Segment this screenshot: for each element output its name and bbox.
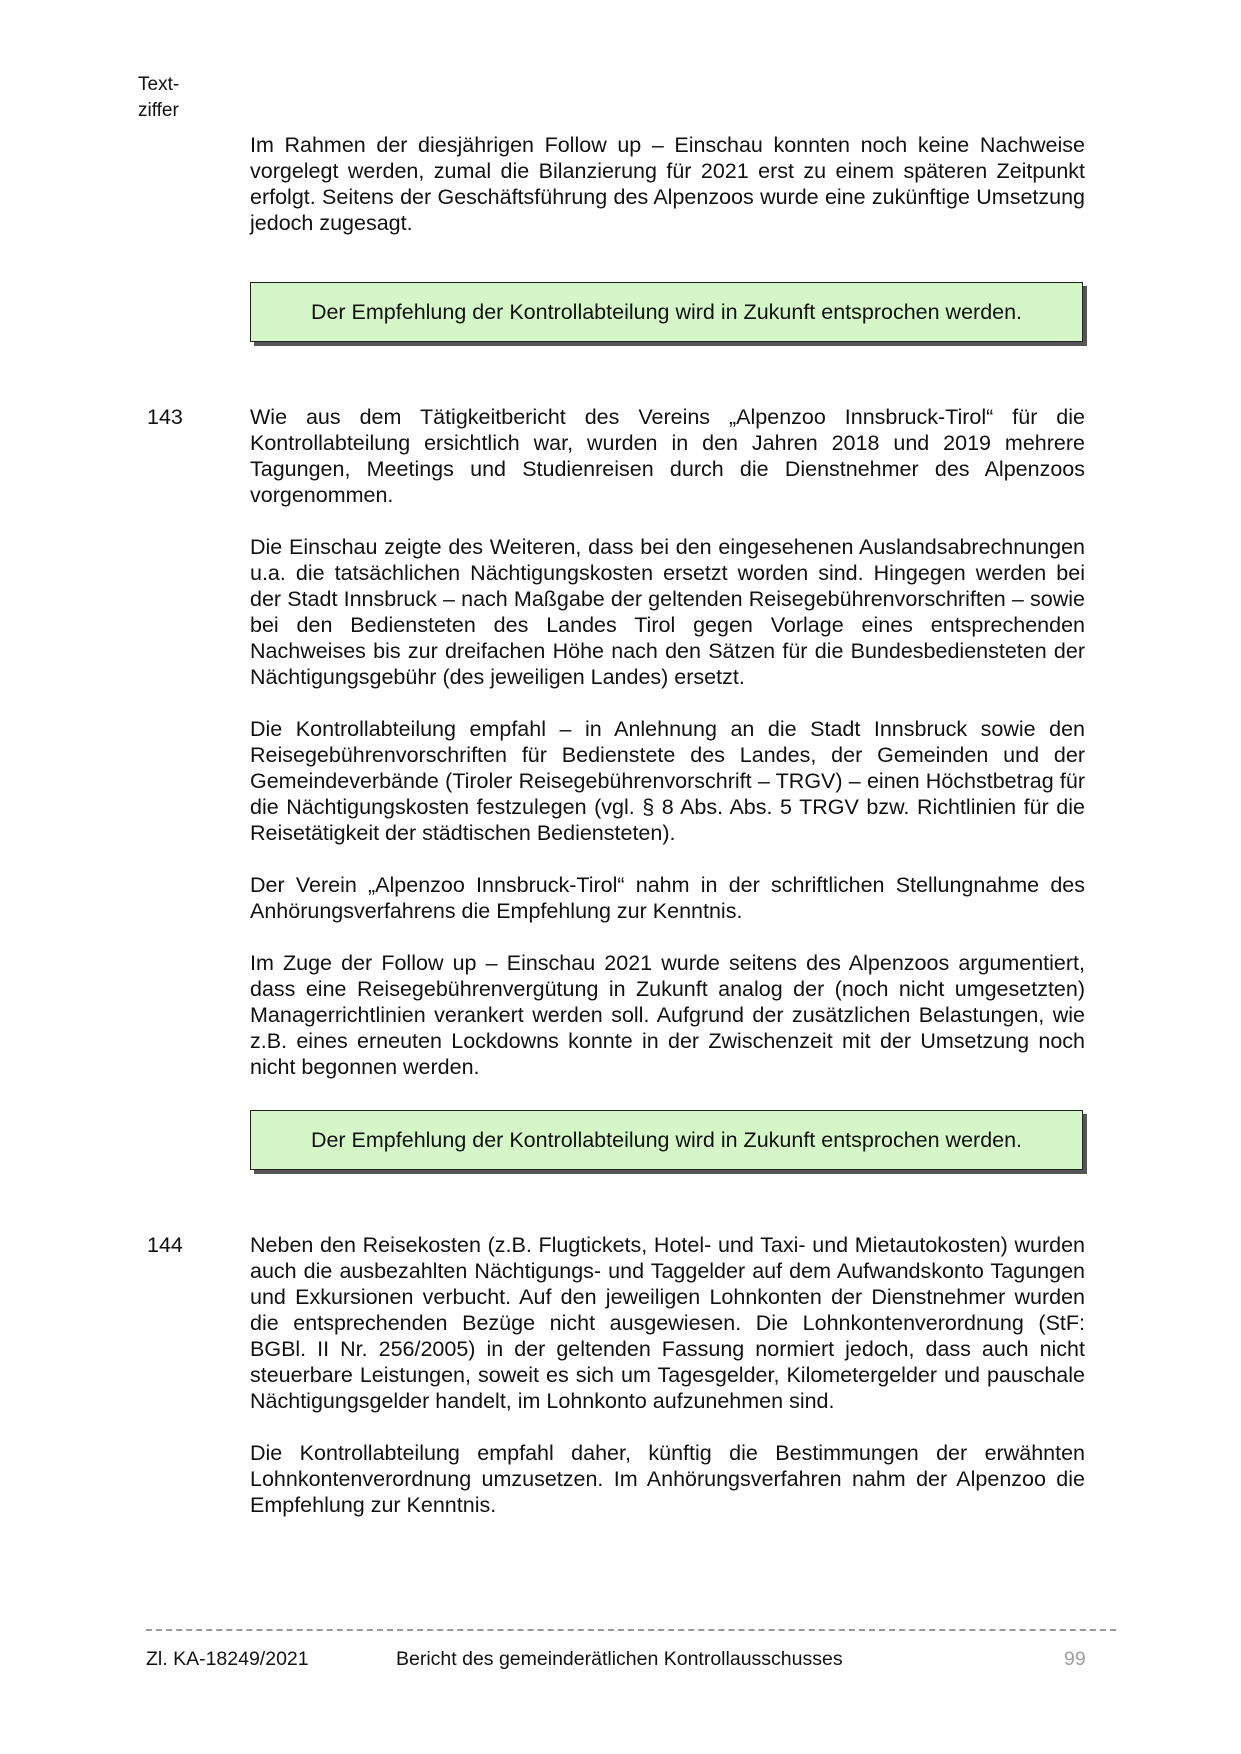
paragraph: Der Verein „Alpenzoo Innsbruck-Tirol“ nahm in der schriftlichen Stellungnahme des Anhörungsverfahrens die Empfehlung zur Kenntnis.	[250, 873, 1085, 923]
page-number: 99	[1064, 1648, 1086, 1670]
footer-reference: Zl. KA-18249/2021	[146, 1648, 309, 1670]
footer-title: Bericht des gemeinderätlichen Kontrollausschusses	[396, 1648, 843, 1670]
paragraph: Im Zuge der Follow up – Einschau 2021 wurde seitens des Alpenzoos argumentiert, dass eine Reisegebührenvergütung in Zukunft analog der (noch nicht umgesetzten) Managerrichtlinien verankert werden soll. Aufgrund der zusätzlichen Belastungen, wie z.B. eines erneuten Lockdowns konnte in der Zwischenzeit mit der Umsetzung noch nicht begonnen werden.	[250, 951, 1085, 1079]
intro-section	[250, 132, 1085, 236]
paragraph: Die Einschau zeigte des Weiteren, dass bei den eingesehenen Auslandsabrechnungen u.a. die tatsächlichen Nächtigungskosten ersetzt worden sind. Hingegen werden bei der Stadt Innsbruck – nach Maßgabe der geltenden Reisegebührenvorschriften – sowie bei den Bediensteten des Landes Tirol gegen Vorlage eines entsprechenden Nachweises bis zur dreifachen Höhe nach den Sätzen für die Bundesbediensteten der Nächtigungsgebühr (des jeweiligen Landes) ersetzt.	[250, 535, 1085, 689]
footer-divider	[146, 1629, 1116, 1631]
paragraph: Die Kontrollabteilung empfahl daher, künftig die Bestimmungen der erwähnten Lohnkontenverordnung umzusetzen. Im Anhörungsverfahren nahm der Alpenzoo die Empfehlung zur Kenntnis.	[250, 1441, 1085, 1517]
section-144	[250, 1232, 1085, 1518]
recommendation-box: Der Empfehlung der Kontrollabteilung wird in Zukunft entsprochen werden.	[250, 282, 1083, 342]
paragraph: Die Kontrollabteilung empfahl – in Anlehnung an die Stadt Innsbruck sowie den Reisegebührenvorschriften für Bedienstete des Landes, der Gemeinden und der Gemeindeverbände (Tiroler Reisegebührenvorschrift – TRGV) – einen Höchstbetrag für die Nächtigungskosten festzulegen (vgl. § 8 Abs. Abs. 5 TRGV bzw. Richtlinien für die Reisetätigkeit der städtischen Bediensteten).	[250, 717, 1085, 845]
section-number-144: 144	[147, 1233, 183, 1257]
section-number-143: 143	[147, 405, 183, 429]
recommendation-box: Der Empfehlung der Kontrollabteilung wird in Zukunft entsprochen werden.	[250, 1110, 1083, 1170]
paragraph: Neben den Reisekosten (z.B. Flugtickets, Hotel- und Taxi- und Mietautokosten) wurden auch die ausbezahlten Nächtigungs- und Taggelder auf dem Aufwandskonto Tagungen und Exkursionen verbucht. Auf den jeweiligen Lohnkonten der Dienstnehmer wurden die entsprechenden Bezüge nicht ausgewiesen. Die Lohnkontenverordnung (StF: BGBl. II Nr. 256/2005) in der geltenden Fassung normiert jedoch, dass auch nicht steuerbare Leistungen, soweit es sich um Tagesgelder, Kilometergelder und pauschale Nächtigungsgelder handelt, im Lohnkonto aufzunehmen sind.	[250, 1233, 1085, 1413]
margin-label-line-2: ziffer	[138, 100, 179, 121]
section-143	[250, 404, 1085, 1080]
margin-label-line-1: Text-	[138, 74, 180, 95]
paragraph: Wie aus dem Tätigkeitbericht des Vereins „Alpenzoo Innsbruck-Tirol“ für die Kontrollabteilung ersichtlich war, wurden in den Jahren 2018 und 2019 mehrere Tagungen, Meetings und Studienreisen durch die Dienstnehmer des Alpenzoos vorgenommen.	[250, 405, 1085, 507]
paragraph: Im Rahmen der diesjährigen Follow up – Einschau konnten noch keine Nachweise vorgelegt werden, zumal die Bilanzierung für 2021 erst zu einem späteren Zeitpunkt erfolgt. Seitens der Geschäftsführung des Alpenzoos wurde eine zukünftige Umsetzung jedoch zugesagt.	[250, 133, 1085, 235]
margin-label	[138, 72, 179, 124]
